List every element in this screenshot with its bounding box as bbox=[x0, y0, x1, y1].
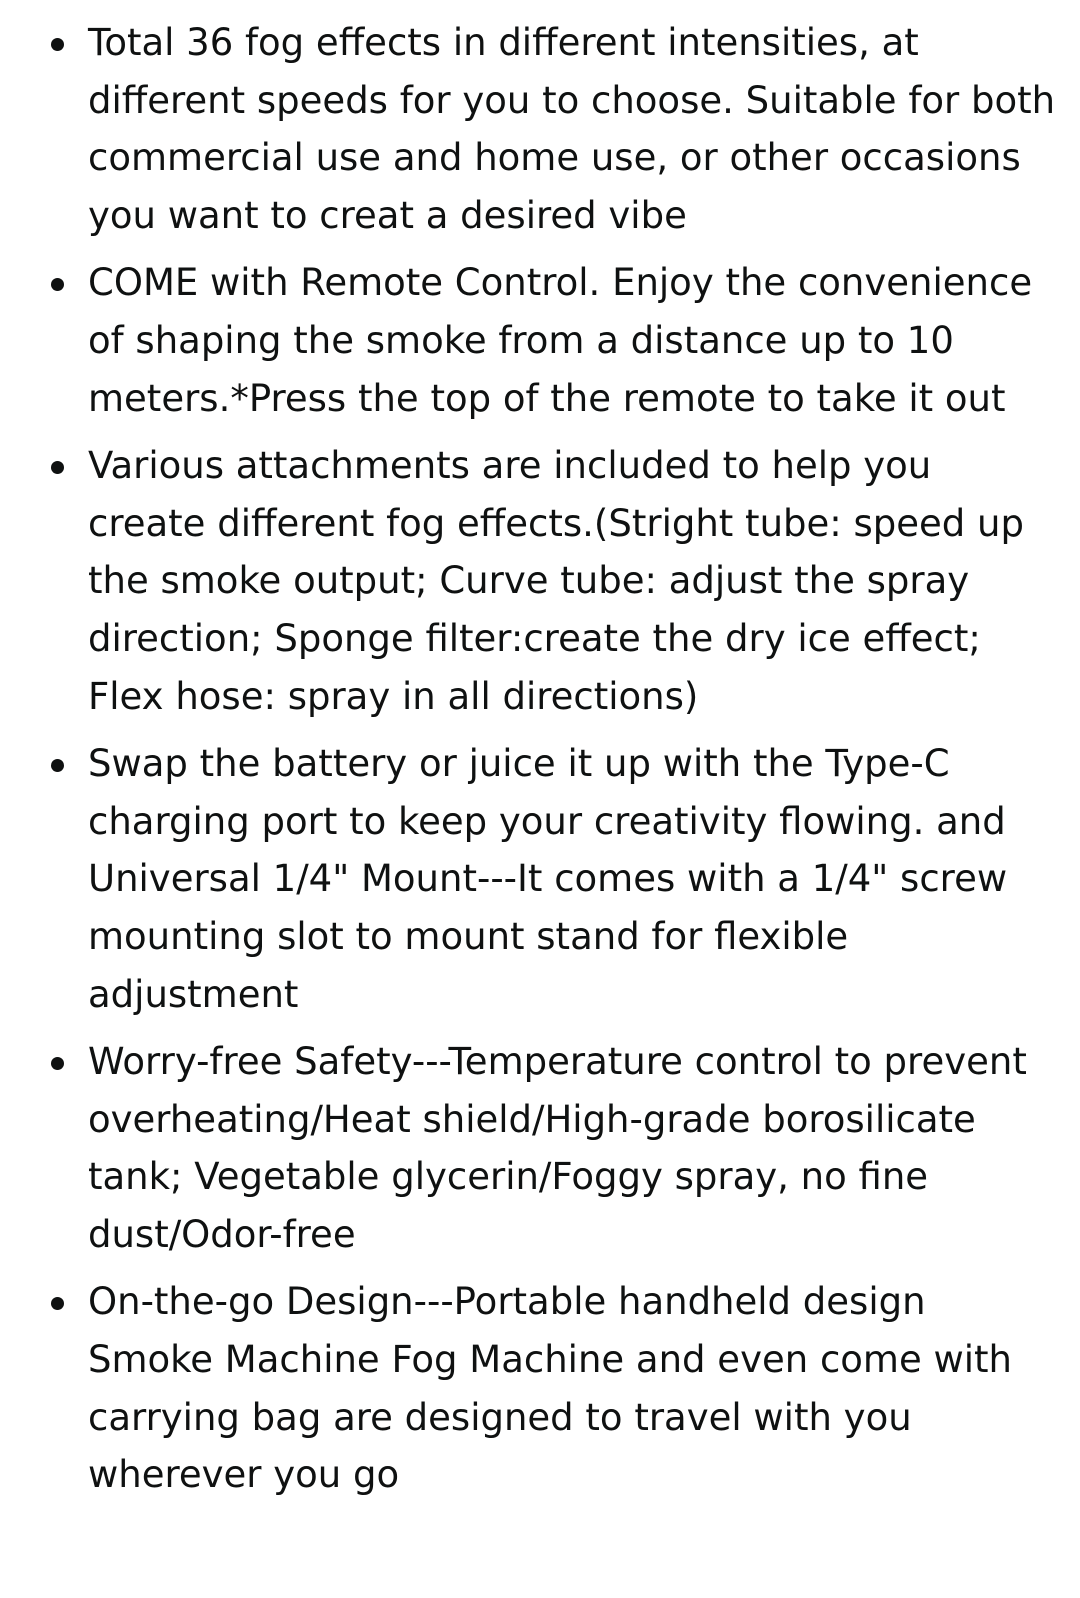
feature-item bbox=[0, 1273, 1060, 1503]
feature-item bbox=[0, 735, 1060, 1023]
bullet-dot-icon bbox=[51, 278, 64, 291]
feature-text: Swap the battery or juice it up with the Type-C charging port to keep your creativity flowing. and Universal 1/4" Mount---It comes with a 1/4" screw mounting slot to mount stand for flexible adjustment bbox=[88, 742, 1008, 1016]
bullet-dot-icon bbox=[51, 1297, 64, 1310]
feature-item bbox=[0, 1033, 1060, 1263]
bullet-dot-icon bbox=[51, 461, 64, 474]
feature-item bbox=[0, 14, 1060, 244]
bullet-dot-icon bbox=[51, 38, 64, 51]
bullet-dot-icon bbox=[51, 1057, 64, 1070]
feature-text: COME with Remote Control. Enjoy the convenience of shaping the smoke from a distance up to 10 meters.*Press the top of the remote to take it out bbox=[88, 261, 1033, 420]
feature-text: Worry-free Safety---Temperature control to prevent overheating/Heat shield/High-grade borosilicate tank; Vegetable glycerin/Foggy spray, no fine dust/Odor-free bbox=[88, 1040, 1027, 1256]
feature-item bbox=[0, 437, 1060, 725]
bullet-dot-icon bbox=[51, 759, 64, 772]
feature-text: Various attachments are included to help you create different fog effects.(Stright tube: speed up the smoke output; Curve tube: adjust the spray direction; Sponge filter:create the dry ice effect; Flex hose: spray in all directions) bbox=[88, 444, 1024, 718]
feature-text: On-the-go Design---Portable handheld design Smoke Machine Fog Machine and even come with carrying bag are designed to travel with you wherever you go bbox=[88, 1280, 1012, 1497]
feature-item bbox=[0, 254, 1060, 427]
feature-text: Total 36 fog effects in different intensities, at different speeds for you to choose. Suitable for both commercial use and home use, or other occasions you want to creat a desired vibe bbox=[88, 21, 1056, 237]
